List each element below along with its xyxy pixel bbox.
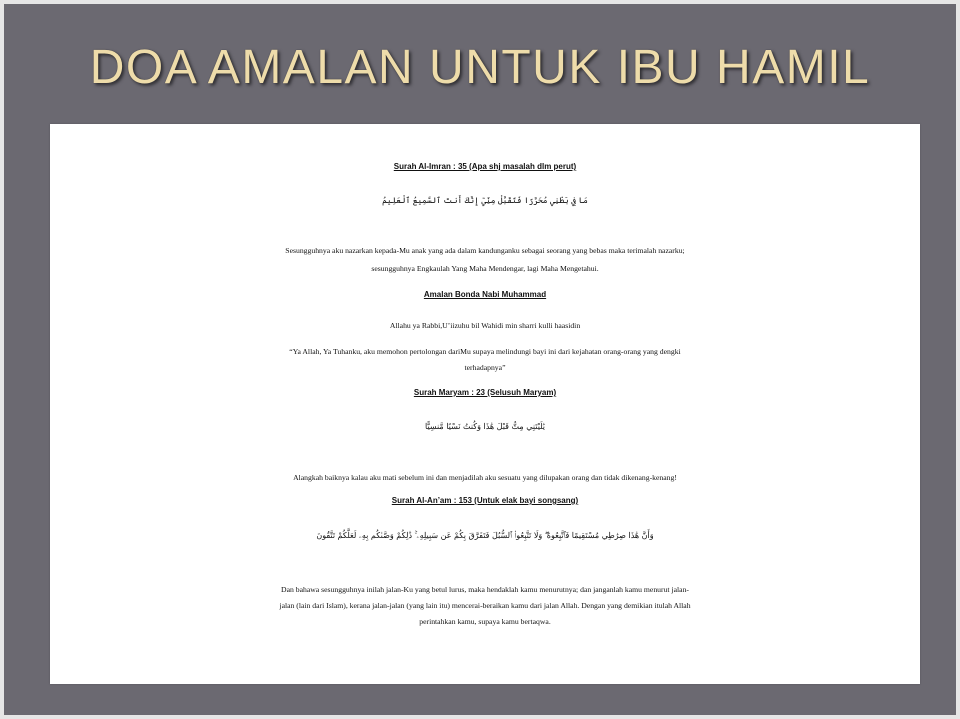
translation-al-anam-line-3: perintahkan kamu, supaya kamu bertaqwa. [419,617,551,626]
heading-surah-al-anam: Surah Al-An’am : 153 (Untuk elak bayi songsang) [391,496,579,505]
translation-al-imran-line-2: sesungguhnya Engkaulah Yang Maha Mendengar, lagi Maha Mengetahui. [371,264,599,273]
slide [4,4,956,715]
translation-al-imran-line-1: Sesungguhnya aku nazarkan kepada-Mu anak yang ada dalam kandunganku sebagai seorang yang bebas maka terimalah nazarku; [285,246,685,255]
slide-title: DOA AMALAN UNTUK IBU HAMIL [89,41,871,94]
translation-amalan-bonda-line-1: “Ya Allah, Ya Tuhanku, aku memohon pertolongan dariMu supaya melindungi bayi ini dari kejahatan orang-orang yang dengki [289,347,681,356]
translation-al-anam-line-1: Dan bahawa sesungguhnya inilah jalan-Ku yang betul lurus, maka hendaklah kamu menurutnya; dan janganlah kamu menurut jalan- [281,585,689,594]
arabic-verse-al-imran: مَا فِي بَطْنِي مُحَرَّرًا فَتَقَبَّلْ مِنِّيٓ إِنَّكَ أَنتَ ٱلسَّمِيعُ ٱلْعَلِيمُ [382,196,588,205]
arabic-verse-maryam: يَٰلَيْتَنِي مِتُّ قَبْلَ هَٰذَا وَكُنتُ نَسْيًا مَّنسِيًّا [425,422,545,431]
heading-amalan-bonda: Amalan Bonda Nabi Muhammad [423,290,547,299]
heading-surah-al-imran: Surah Al-Imran : 35 (Apa shj masalah dlm perut) [393,162,577,171]
translation-maryam: Alangkah baiknya kalau aku mati sebelum ini dan menjadilah aku sesuatu yang dilupakan orang dan tidak dikenang-kenang! [293,473,677,482]
transliteration-amalan-bonda: Allahu ya Rabbi,U’iizuhu bil Wahidi min sharri kulli haasidin [389,321,581,330]
translation-al-anam-line-2: jalan (lain dari Islam), kerana jalan-jalan (yang lain itu) mencerai-beraikan kamu dari jalan Allah. Dengan yang demikian itulah Allah [279,601,691,610]
document-image [50,124,920,684]
translation-amalan-bonda-line-2: terhadapnya” [464,363,506,372]
arabic-verse-al-anam: وَأَنَّ هَٰذَا صِرَٰطِي مُسْتَقِيمًا فَٱتَّبِعُوهُ ۖ وَلَا تَتَّبِعُوا۟ ٱلسُّبُلَ فَتَفَرَّقَ بِكُمْ عَن سَبِيلِهِۦ ۚ ذَٰلِكُمْ وَصَّىٰكُم بِهِۦ لَعَلَّكُمْ تَتَّقُونَ [316,531,654,540]
heading-surah-maryam: Surah Maryam : 23 (Selusuh Maryam) [413,388,557,397]
